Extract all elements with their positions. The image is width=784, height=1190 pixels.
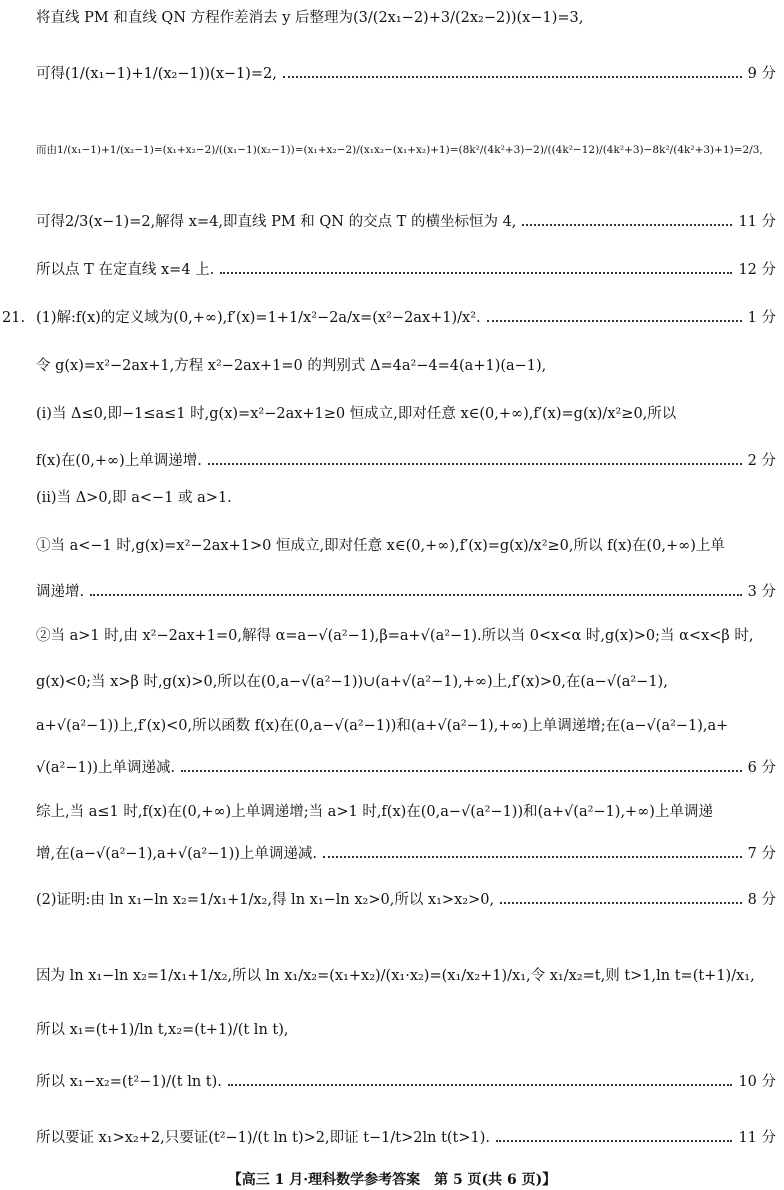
score-label: 6 分 [747,760,776,776]
line-summary-cont: 增,在(a−√(a²−1),a+√(a²−1))上单调递减. 7 分 [36,846,776,862]
line-summary: 综上,当 a≤1 时,f(x)在(0,+∞)上单调递增;当 a>1 时,f(x)在(0,a−√(a²−1))和(a+√(a²−1),+∞)上单调递 [36,804,713,820]
line-eliminate-y: 将直线 PM 和直线 QN 方程作差消去 y 后整理为(3/(2x₁−2)+3/(2x₂−2))(x−1)=3, [36,10,584,26]
score-label: 3 分 [747,584,776,600]
line-solve-x: 可得2/3(x−1)=2,解得 x=4,即直线 PM 和 QN 的交点 T 的横坐标恒为 4, 11 分 [36,214,776,230]
leader-dots [228,1084,733,1086]
line-proof-start: (2)证明:由 ln x₁−ln x₂=1/x₁+1/x₂,得 ln x₁−ln x₂>0,所以 x₁>x₂>0, 8 分 [36,892,776,908]
line-case-a-gt1: ②当 a>1 时,由 x²−2ax+1=0,解得 α=a−√(a²−1),β=a+√(a²−1).所以当 0<x<α 时,g(x)>0;当 α<x<β 时, [36,628,754,644]
score-label: 9 分 [747,66,776,82]
score-label: 1 分 [747,310,776,326]
line-case-a-gt1-sign: g(x)<0;当 x>β 时,g(x)>0,所以在(0,a−√(a²−1))∪(a+√(a²−1),+∞)上,f′(x)>0,在(a−√(a²−1), [36,674,668,690]
score-label: 2 分 [747,453,776,469]
leader-dots [323,856,742,858]
score-label: 11 分 [738,214,776,230]
score-label: 12 分 [738,262,776,278]
line-difference: 所以 x₁−x₂=(t²−1)/(t ln t). 10 分 [36,1074,776,1090]
leader-dots [181,770,742,772]
line-case-a-gt1-monotone: a+√(a²−1))上,f′(x)<0,所以函数 f(x)在(0,a−√(a²−1))和(a+√(a²−1),+∞)上单调递增;在(a−√(a²−1),a+ [36,718,729,734]
leader-dots [90,594,742,596]
line-fixed-line: 所以点 T 在定直线 x=4 上. 12 分 [36,262,776,278]
line-compute-ratio: 而由1/(x₁−1)+1/(x₂−1)=(x₁+x₂−2)/((x₁−1)(x₂−1))=(x₁+x₂−2)/(x₁x₂−(x₁+x₂)+1)=(8k²/(4k²+3)−2)/((4k²−12)/(4k²+3)−8k²/(4k²+3)+1)=2/3, [36,144,763,156]
line-domain-derivative: (1)解:f(x)的定义域为(0,+∞),f′(x)=1+1/x²−2a/x=(x²−2ax+1)/x². 1 分 [36,310,776,326]
line-case-i-result: f(x)在(0,+∞)上单调递增. 2 分 [36,453,776,469]
line-case-i: (ⅰ)当 Δ≤0,即−1≤a≤1 时,g(x)=x²−2ax+1≥0 恒成立,即对任意 x∈(0,+∞),f′(x)=g(x)/x²≥0,所以 [36,406,677,422]
question-number: 21. [2,310,26,326]
line-sum-reciprocal: 可得(1/(x₁−1)+1/(x₂−1))(x−1)=2, 9 分 [36,66,776,82]
score-label: 8 分 [747,892,776,908]
leader-dots [500,902,742,904]
score-label: 7 分 [747,846,776,862]
line-case-a-gt1-decrease: √(a²−1))上单调递减. 6 分 [36,760,776,776]
line-substitute-t: 因为 ln x₁−ln x₂=1/x₁+1/x₂,所以 ln x₁/x₂=(x₁+x₂)/(x₁·x₂)=(x₁/x₂+1)/x₁,令 x₁/x₂=t,则 t>1,ln t=(t+1)/x₁, [36,968,755,984]
leader-dots [208,463,742,465]
leader-dots [220,272,732,274]
leader-dots [522,224,732,226]
score-label: 10 分 [738,1074,776,1090]
page-footer: 【高三 1 月·理科数学参考答案 第 5 页(共 6 页)】 [227,1172,557,1188]
line-to-prove: 所以要证 x₁>x₂+2,只要证(t²−1)/(t ln t)>2,即证 t−1/t>2ln t(t>1). 11 分 [36,1130,776,1146]
line-case-a-lt-neg1: ①当 a<−1 时,g(x)=x²−2ax+1>0 恒成立,即对任意 x∈(0,+∞),f′(x)=g(x)/x²≥0,所以 f(x)在(0,+∞)上单 [36,538,725,554]
leader-dots [496,1140,732,1142]
leader-dots [487,320,742,322]
line-discriminant: 令 g(x)=x²−2ax+1,方程 x²−2ax+1=0 的判别式 Δ=4a²−4=4(a+1)(a−1), [36,358,547,374]
line-case-ii: (ⅱ)当 Δ>0,即 a<−1 或 a>1. [36,490,232,506]
line-case-a-lt-neg1-result: 调递增. 3 分 [36,584,776,600]
line-express-x: 所以 x₁=(t+1)/ln t,x₂=(t+1)/(t ln t), [36,1022,289,1038]
leader-dots [283,76,742,78]
score-label: 11 分 [738,1130,776,1146]
